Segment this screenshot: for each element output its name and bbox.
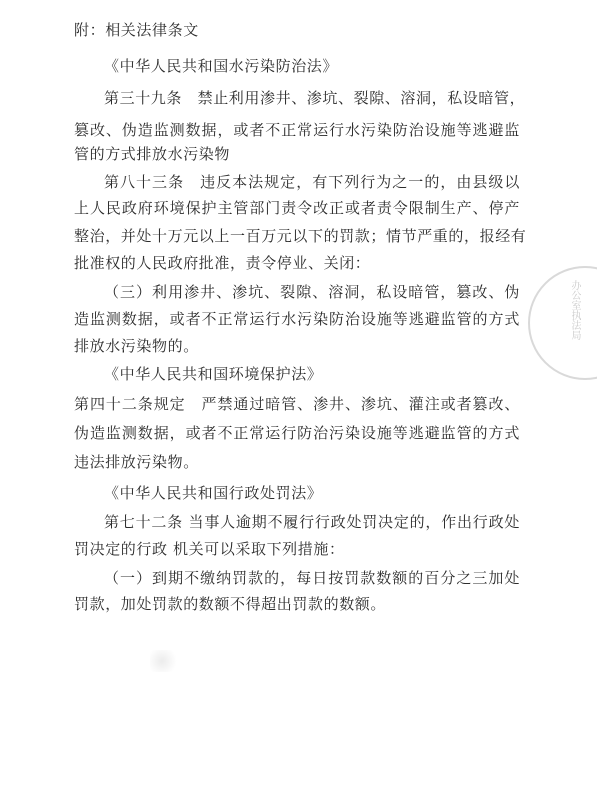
paragraph-line: 第七十二条 当事人逾期不履行行政处罚决定的，作出行政处	[104, 513, 520, 531]
law-title-water: 《中华人民共和国水污染防治法》	[104, 57, 339, 75]
paragraph-line: （三）利用渗井、渗坑、裂隙、溶洞，私设暗管，篡改、伪	[104, 283, 520, 301]
paragraph-line: 第三十九条 禁止利用渗井、渗坑、裂隙、溶洞，私设暗管，	[104, 89, 526, 107]
paragraph-line: 造监测数据，或者不正常运行水污染防治设施等逃避监管的方式	[74, 310, 520, 328]
paragraph-line: 罚款，加处罚款的数额不得超出罚款的数额。	[74, 595, 387, 613]
law-title-penalty: 《中华人民共和国行政处罚法》	[104, 484, 323, 502]
paragraph-line: 上人民政府环境保护主管部门责令改正或者责令限制生产、停产	[74, 199, 520, 217]
paragraph-line: 罚决定的行政 机关可以采取下列措施：	[74, 540, 345, 558]
paragraph-line: （一）到期不缴纳罚款的，每日按罚款数额的百分之三加处	[104, 569, 520, 587]
attachment-heading: 附：相关法律条文	[74, 21, 199, 39]
paragraph-line: 第八十三条 违反本法规定，有下列行为之一的，由县级以	[104, 173, 520, 191]
paragraph-line: 管的方式排放水污染物	[74, 145, 231, 163]
paragraph-line: 整治，并处十万元以上一百万元以下的罚款；情节严重的，报经有	[74, 227, 527, 245]
paragraph-line: 违法排放污染物。	[74, 453, 199, 471]
paragraph-line: 篡改、伪造监测数据，或者不正常运行水污染防治设施等逃避监	[74, 121, 520, 139]
paragraph-line: 排放水污染物的。	[74, 337, 199, 355]
paragraph-line: 第四十二条规定 严禁通过暗管、渗井、渗坑、灌注或者篡改、	[74, 395, 520, 413]
seal-text: 办公室执法局	[569, 280, 580, 340]
scan-smudge	[150, 650, 180, 672]
paragraph-line: 批准权的人民政府批准，责令停业、关闭：	[74, 254, 371, 272]
law-title-environment: 《中华人民共和国环境保护法》	[104, 365, 323, 383]
paragraph-line: 伪造监测数据，或者不正常运行防治污染设施等逃避监管的方式	[74, 424, 520, 442]
